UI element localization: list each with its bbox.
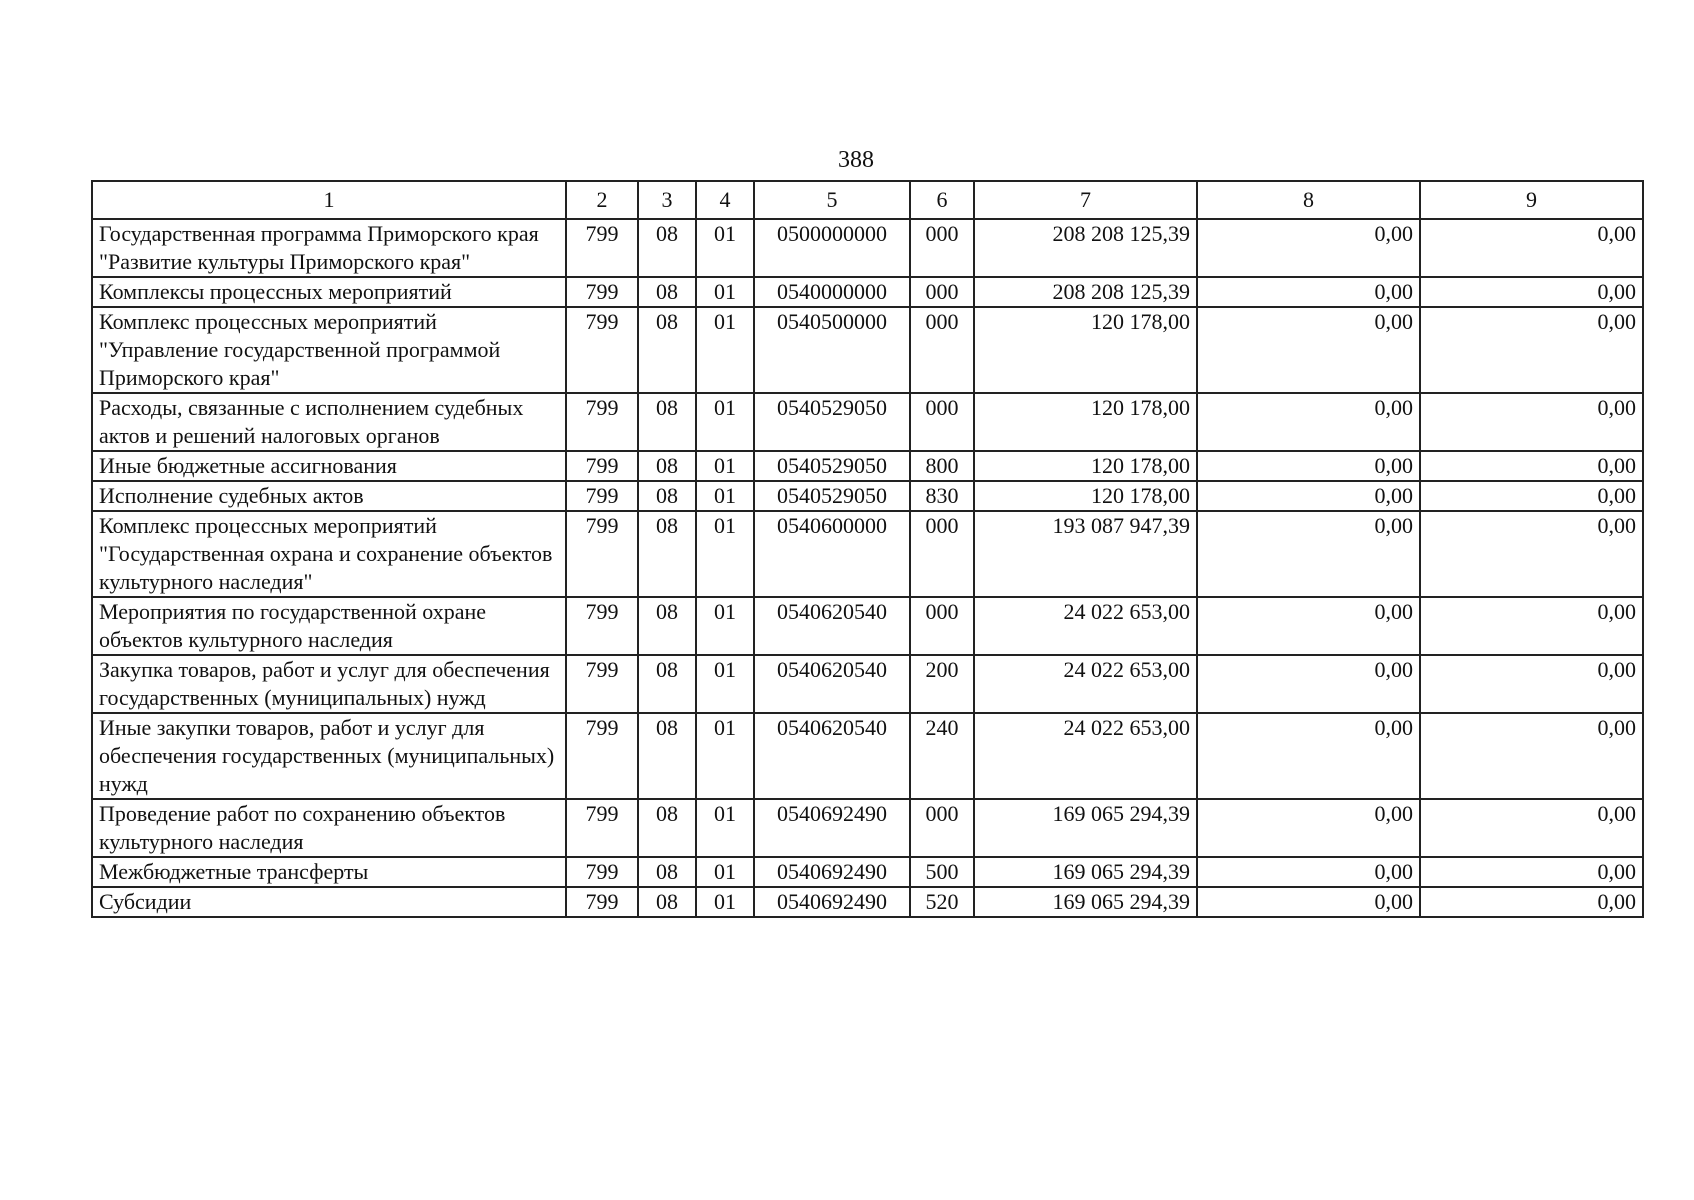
row-name-cell: Закупка товаров, работ и услуг для обеспечения государственных (муниципальных) нужд — [92, 655, 566, 713]
amount-col7-cell: 169 065 294,39 — [974, 887, 1197, 917]
table-row — [92, 511, 1643, 597]
amount-col7-cell: 24 022 653,00 — [974, 655, 1197, 713]
section-cell: 08 — [638, 219, 696, 277]
amount-col9-cell: 0,00 — [1420, 887, 1643, 917]
column-header: 1 — [92, 181, 566, 219]
amount-col9-cell: 0,00 — [1420, 655, 1643, 713]
column-header: 7 — [974, 181, 1197, 219]
table-body — [92, 219, 1643, 917]
expense-type-cell: 200 — [910, 655, 974, 713]
admin-code-cell: 799 — [566, 219, 638, 277]
subsection-cell: 01 — [696, 393, 754, 451]
amount-col8-cell: 0,00 — [1197, 511, 1420, 597]
amount-col7-cell: 169 065 294,39 — [974, 799, 1197, 857]
row-name-cell: Государственная программа Приморского края "Развитие культуры Приморского края" — [92, 219, 566, 277]
amount-col9-cell: 0,00 — [1420, 307, 1643, 393]
amount-col7-cell: 120 178,00 — [974, 393, 1197, 451]
table-row — [92, 451, 1643, 481]
table-row — [92, 393, 1643, 451]
row-name-cell: Мероприятия по государственной охране объектов культурного наследия — [92, 597, 566, 655]
column-header: 6 — [910, 181, 974, 219]
subsection-cell: 01 — [696, 277, 754, 307]
table-row — [92, 857, 1643, 887]
amount-col7-cell: 24 022 653,00 — [974, 713, 1197, 799]
column-header: 2 — [566, 181, 638, 219]
amount-col8-cell: 0,00 — [1197, 857, 1420, 887]
section-cell: 08 — [638, 307, 696, 393]
section-cell: 08 — [638, 393, 696, 451]
table-header — [92, 181, 1643, 219]
expense-type-cell: 240 — [910, 713, 974, 799]
subsection-cell: 01 — [696, 511, 754, 597]
amount-col8-cell: 0,00 — [1197, 393, 1420, 451]
amount-col7-cell: 120 178,00 — [974, 451, 1197, 481]
amount-col9-cell: 0,00 — [1420, 597, 1643, 655]
row-name-cell: Комплекс процессных мероприятий "Государственная охрана и сохранение объектов культурного наследия" — [92, 511, 566, 597]
column-header: 5 — [754, 181, 910, 219]
subsection-cell: 01 — [696, 713, 754, 799]
subsection-cell: 01 — [696, 857, 754, 887]
amount-col8-cell: 0,00 — [1197, 219, 1420, 277]
table-row — [92, 219, 1643, 277]
amount-col7-cell: 208 208 125,39 — [974, 219, 1197, 277]
target-article-cell: 0540500000 — [754, 307, 910, 393]
admin-code-cell: 799 — [566, 713, 638, 799]
amount-col8-cell: 0,00 — [1197, 481, 1420, 511]
subsection-cell: 01 — [696, 307, 754, 393]
subsection-cell: 01 — [696, 655, 754, 713]
subsection-cell: 01 — [696, 887, 754, 917]
amount-col9-cell: 0,00 — [1420, 799, 1643, 857]
amount-col8-cell: 0,00 — [1197, 887, 1420, 917]
admin-code-cell: 799 — [566, 393, 638, 451]
amount-col7-cell: 193 087 947,39 — [974, 511, 1197, 597]
target-article-cell: 0540529050 — [754, 451, 910, 481]
section-cell: 08 — [638, 481, 696, 511]
expense-type-cell: 000 — [910, 799, 974, 857]
row-name-cell: Иные закупки товаров, работ и услуг для обеспечения государственных (муниципальных) нужд — [92, 713, 566, 799]
amount-col7-cell: 120 178,00 — [974, 307, 1197, 393]
admin-code-cell: 799 — [566, 307, 638, 393]
target-article-cell: 0540529050 — [754, 481, 910, 511]
section-cell: 08 — [638, 713, 696, 799]
amount-col7-cell: 208 208 125,39 — [974, 277, 1197, 307]
row-name-cell: Комплекс процессных мероприятий "Управление государственной программой Приморского края" — [92, 307, 566, 393]
table-row — [92, 277, 1643, 307]
admin-code-cell: 799 — [566, 511, 638, 597]
column-header: 4 — [696, 181, 754, 219]
admin-code-cell: 799 — [566, 857, 638, 887]
amount-col8-cell: 0,00 — [1197, 307, 1420, 393]
row-name-cell: Субсидии — [92, 887, 566, 917]
section-cell: 08 — [638, 887, 696, 917]
table-row — [92, 307, 1643, 393]
target-article-cell: 0540529050 — [754, 393, 910, 451]
target-article-cell: 0540600000 — [754, 511, 910, 597]
admin-code-cell: 799 — [566, 481, 638, 511]
target-article-cell: 0540620540 — [754, 597, 910, 655]
section-cell: 08 — [638, 451, 696, 481]
target-article-cell: 0540620540 — [754, 713, 910, 799]
row-name-cell: Проведение работ по сохранению объектов культурного наследия — [92, 799, 566, 857]
section-cell: 08 — [638, 597, 696, 655]
amount-col9-cell: 0,00 — [1420, 277, 1643, 307]
section-cell: 08 — [638, 511, 696, 597]
section-cell: 08 — [638, 655, 696, 713]
amount-col9-cell: 0,00 — [1420, 481, 1643, 511]
row-name-cell: Исполнение судебных актов — [92, 481, 566, 511]
expense-type-cell: 500 — [910, 857, 974, 887]
target-article-cell: 0500000000 — [754, 219, 910, 277]
row-name-cell: Расходы, связанные с исполнением судебных актов и решений налоговых органов — [92, 393, 566, 451]
column-header: 3 — [638, 181, 696, 219]
admin-code-cell: 799 — [566, 451, 638, 481]
row-name-cell: Комплексы процессных мероприятий — [92, 277, 566, 307]
amount-col7-cell: 24 022 653,00 — [974, 597, 1197, 655]
target-article-cell: 0540620540 — [754, 655, 910, 713]
expense-type-cell: 000 — [910, 597, 974, 655]
header-row — [92, 181, 1643, 219]
subsection-cell: 01 — [696, 219, 754, 277]
budget-table — [91, 180, 1644, 918]
amount-col7-cell: 169 065 294,39 — [974, 857, 1197, 887]
column-header: 8 — [1197, 181, 1420, 219]
column-header: 9 — [1420, 181, 1643, 219]
section-cell: 08 — [638, 799, 696, 857]
amount-col8-cell: 0,00 — [1197, 451, 1420, 481]
table-row — [92, 713, 1643, 799]
amount-col8-cell: 0,00 — [1197, 655, 1420, 713]
table-row — [92, 887, 1643, 917]
admin-code-cell: 799 — [566, 597, 638, 655]
admin-code-cell: 799 — [566, 277, 638, 307]
row-name-cell: Иные бюджетные ассигнования — [92, 451, 566, 481]
subsection-cell: 01 — [696, 451, 754, 481]
amount-col8-cell: 0,00 — [1197, 713, 1420, 799]
amount-col9-cell: 0,00 — [1420, 857, 1643, 887]
target-article-cell: 0540692490 — [754, 799, 910, 857]
amount-col9-cell: 0,00 — [1420, 393, 1643, 451]
admin-code-cell: 799 — [566, 799, 638, 857]
amount-col9-cell: 0,00 — [1420, 219, 1643, 277]
admin-code-cell: 799 — [566, 887, 638, 917]
target-article-cell: 0540692490 — [754, 887, 910, 917]
subsection-cell: 01 — [696, 597, 754, 655]
expense-type-cell: 000 — [910, 511, 974, 597]
amount-col9-cell: 0,00 — [1420, 511, 1643, 597]
admin-code-cell: 799 — [566, 655, 638, 713]
amount-col8-cell: 0,00 — [1197, 277, 1420, 307]
expense-type-cell: 000 — [910, 219, 974, 277]
expense-type-cell: 520 — [910, 887, 974, 917]
table-row — [92, 655, 1643, 713]
expense-type-cell: 830 — [910, 481, 974, 511]
page-number: 388 — [838, 147, 874, 173]
amount-col9-cell: 0,00 — [1420, 451, 1643, 481]
amount-col8-cell: 0,00 — [1197, 597, 1420, 655]
expense-type-cell: 000 — [910, 277, 974, 307]
target-article-cell: 0540000000 — [754, 277, 910, 307]
target-article-cell: 0540692490 — [754, 857, 910, 887]
expense-type-cell: 800 — [910, 451, 974, 481]
table-row — [92, 799, 1643, 857]
amount-col8-cell: 0,00 — [1197, 799, 1420, 857]
expense-type-cell: 000 — [910, 307, 974, 393]
section-cell: 08 — [638, 857, 696, 887]
table-row — [92, 597, 1643, 655]
subsection-cell: 01 — [696, 799, 754, 857]
expense-type-cell: 000 — [910, 393, 974, 451]
amount-col9-cell: 0,00 — [1420, 713, 1643, 799]
table-row — [92, 481, 1643, 511]
amount-col7-cell: 120 178,00 — [974, 481, 1197, 511]
row-name-cell: Межбюджетные трансферты — [92, 857, 566, 887]
subsection-cell: 01 — [696, 481, 754, 511]
section-cell: 08 — [638, 277, 696, 307]
